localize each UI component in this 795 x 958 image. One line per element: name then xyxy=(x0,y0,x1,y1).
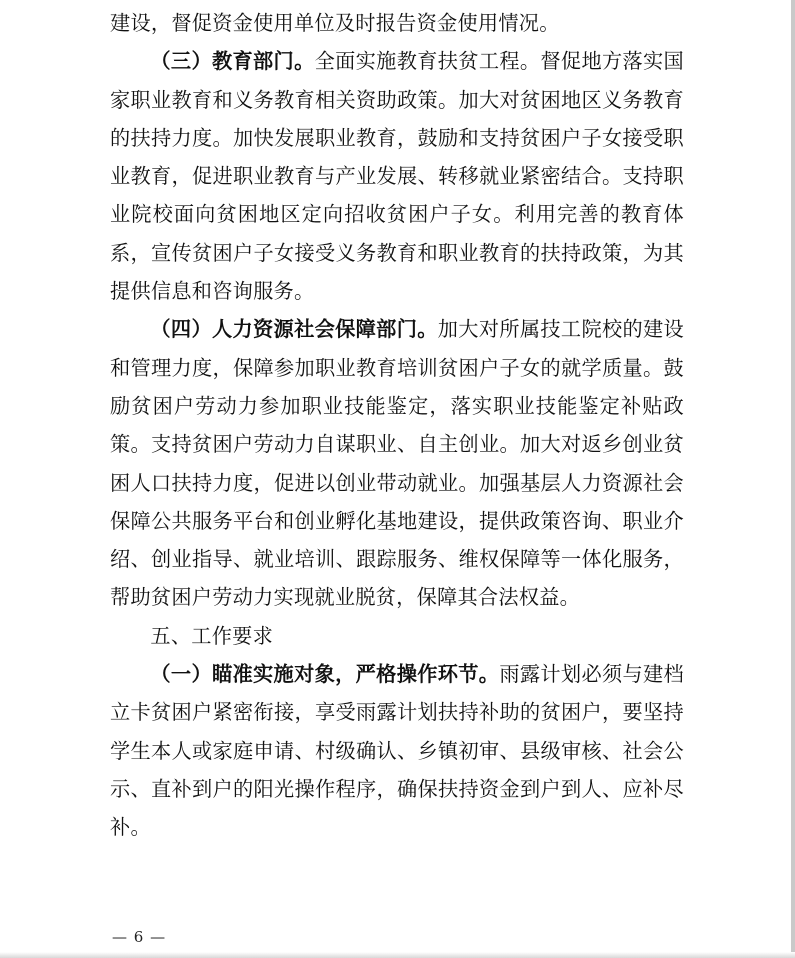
page-edge-right xyxy=(791,0,795,958)
paragraph-text: 全面实施教育扶贫工程。督促地方落实国家职业教育和义务教育相关资助政策。加大对贫困地区义务教育的扶持力度。加快发展职业教育，鼓励和支持贫困户子女接受职业教育，促进职业教育与产业发展、转移就业紧密结合。支持职业院校面向贫困地区定向招收贫困户子女。利用完善的教育体系，宣传贫困户子女接受义务教育和职业教育的扶持政策，为其提供信息和咨询服务。 xyxy=(110,49,684,304)
paragraph-target-objects xyxy=(110,655,684,846)
paragraph-continued xyxy=(110,4,684,42)
paragraph-heading: （一）瞄准实施对象，严格操作环节。 xyxy=(150,662,500,687)
paragraph-heading: （四）人力资源社会保障部门。 xyxy=(150,317,438,342)
paragraph-text: 雨露计划必须与建档立卡贫困户紧密衔接，享受雨露计划扶持补助的贫困户，要坚持学生本人或家庭申请、村级确认、乡镇初审、县级审核、社会公示、直补到户的阳光操作程序，确保扶持资金到户到人、应补尽补。 xyxy=(110,662,684,840)
paragraph-heading: （三）教育部门。 xyxy=(150,49,315,74)
paragraph-hr-social-security-department xyxy=(110,310,684,616)
paragraph-text: 建设，督促资金使用单位及时报告资金使用情况。 xyxy=(110,11,560,35)
paragraph-text: 加大对所属技工院校的建设和管理力度，保障参加职业教育培训贫困户子女的就学质量。鼓励贫困户劳动力参加职业技能鉴定，落实职业技能鉴定补贴政策。支持贫困户劳动力自谋职业、自主创业。加大对返乡创业贫困人口扶持力度，促进以创业带动就业。加强基层人力资源社会保障公共服务平台和创业孵化基地建设，提供政策咨询、职业介绍、创业指导、就业培训、跟踪服务、维权保障等一体化服务，帮助贫困户劳动力实现就业脱贫，保障其合法权益。 xyxy=(110,317,684,610)
page-number: — 6 — xyxy=(112,928,167,946)
section-title: 五、工作要求 xyxy=(150,623,274,648)
paragraph-education-department xyxy=(110,42,684,310)
page-edge-bottom xyxy=(0,952,795,958)
document-body xyxy=(110,4,684,847)
